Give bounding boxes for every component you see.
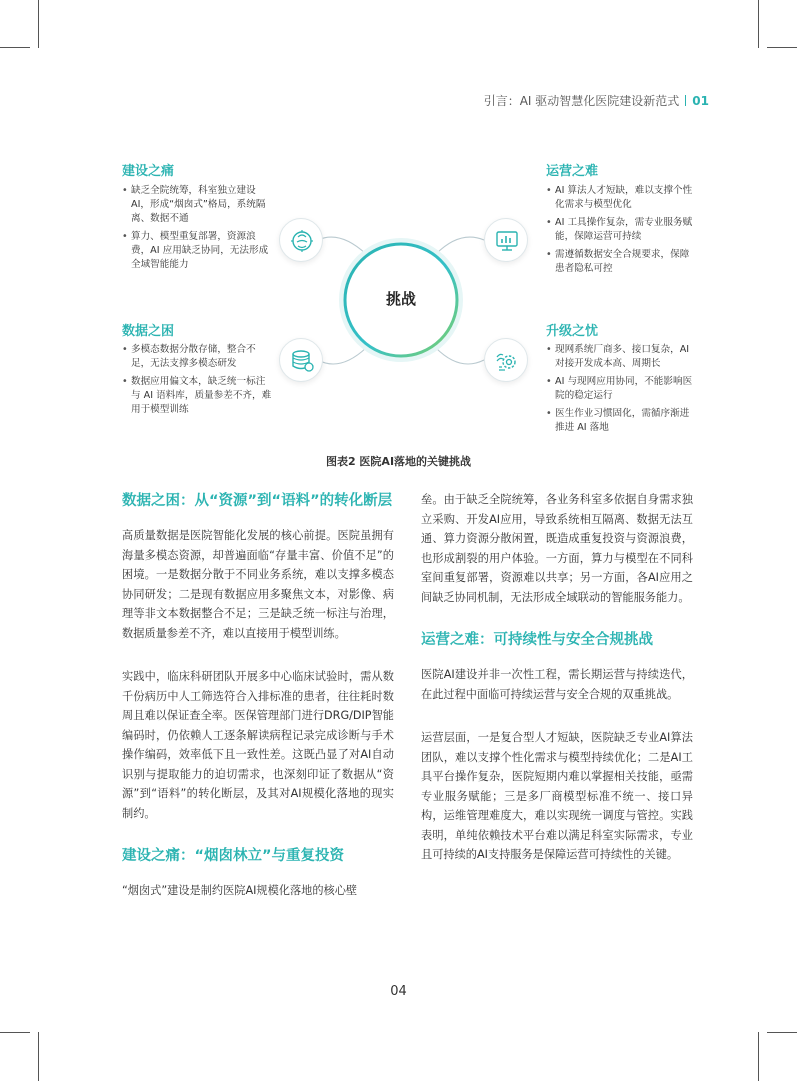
left-column — [122, 490, 394, 901]
challenge-diagram — [0, 0, 797, 440]
crop-mark — [767, 1032, 797, 1033]
crop-mark — [38, 1032, 39, 1081]
block-title-data: 数据之困 — [122, 324, 175, 339]
block-list-construction — [122, 184, 272, 276]
list-item: • AI 算法人才短缺，难以支撑个性化需求与模型优化 — [546, 184, 696, 212]
paragraph: “烟囱式”建设是制约医院AI规模化落地的核心壁 — [122, 884, 358, 897]
chapter-number: 01 — [692, 94, 709, 108]
connector-line — [318, 348, 366, 364]
block-list-data — [122, 343, 272, 421]
list-item: • 缺乏全院统筹，科室独立建设AI，形成“烟囱式”格局，系统隔离、数据不通 — [122, 184, 272, 226]
block-title-construction: 建设之痛 — [122, 164, 175, 179]
right-column — [421, 490, 693, 865]
paragraph: 垒。由于缺乏全院统筹，各业务科室多依据自身需求独立采购、开发AI应用，导致系统相互隔离、数据无法互通、算力资源分散闲置，既造成重复投资与资源浪费，也形成割裂的用户体验。一方面，算力与模型在不同科室间重复部署，资源难以共享；另一方面，各AI应用之间缺乏协同机制，无法形成全域联动的智能服务能力。 — [421, 493, 693, 604]
list-item: • 需遵循数据安全合规要求，保障患者隐私可控 — [546, 248, 696, 276]
crop-mark — [758, 1032, 759, 1081]
crop-mark — [0, 1032, 30, 1033]
paragraph: 医院AI建设并非一次性工程，需长期运营与持续迭代，在此过程中面临可持续运营与安全合规的双重挑战。 — [421, 668, 693, 701]
center-label: 挑战 — [385, 290, 416, 308]
brain-circuit-icon — [279, 218, 323, 262]
section-heading-construction: 建设之痛：“烟囱林立”与重复投资 — [122, 848, 345, 864]
list-item: • AI 工具操作复杂，需专业服务赋能，保障运营可持续 — [546, 216, 696, 244]
database-icon — [279, 338, 323, 382]
list-item: • AI 与现网应用协同，不能影响医院的稳定运行 — [546, 375, 696, 403]
paragraph: 实践中，临床科研团队开展多中心临床试验时，需从数千份病历中人工筛选符合入排标准的患者，往往耗时数周且难以保证查全率。医保管理部门进行DRG/DIP智能编码时，仍依赖人工逐条解读病程记录完成诊断与手术操作编码，效率低下且一致性差。这既凸显了对AI自动识别与提取能力的迫切需求，也深刻印证了数据从“资源”到“语料”的转化断层，及其对AI规模化落地的现实制约。 — [122, 670, 394, 820]
paragraph: 高质量数据是医院智能化发展的核心前提。医院虽拥有海量多模态资源，却普遍面临“存量丰富、价值不足”的困境。一是数据分散于不同业务系统，难以支撑多模态协同研发；二是现有数据应用多聚焦文本，对影像、病理等非文本数据整合不足；三是缺乏统一标注与治理，数据质量参差不齐，难以直接用于模型训练。 — [122, 529, 394, 640]
connector-line — [318, 237, 366, 254]
section-heading-data: 数据之困：从“资源”到“语料”的转化断层 — [122, 493, 393, 509]
block-title-upgrade: 升级之忧 — [546, 324, 599, 339]
list-item: • 现网系统厂商多、接口复杂，AI对接开发成本高、周期长 — [546, 343, 696, 371]
gears-icon — [484, 338, 528, 382]
section-heading-operation: 运营之难：可持续性与安全合规挑战 — [421, 632, 653, 648]
block-list-upgrade — [546, 343, 696, 439]
monitor-chart-icon — [484, 218, 528, 262]
block-list-operation — [546, 184, 696, 280]
connector-line — [436, 237, 484, 254]
list-item: • 数据应用偏文本，缺乏统一标注与 AI 语料库，质量参差不齐，难用于模型训练 — [122, 375, 272, 417]
running-header-title: 引言：AI 驱动智慧化医院建设新范式 — [483, 94, 680, 108]
connector-line — [436, 348, 484, 364]
page-number: 04 — [390, 984, 407, 999]
list-item: • 医生作业习惯固化，需循序渐进推进 AI 落地 — [546, 407, 696, 435]
figure-caption: 图表2 医院AI落地的关键挑战 — [325, 455, 472, 468]
block-title-operation: 运营之难 — [546, 164, 599, 179]
paragraph: 运营层面，一是复合型人才短缺，医院缺乏专业AI算法团队，难以支撑个性化需求与模型持续优化；二是AI工具平台操作复杂，医院短期内难以掌握相关技能，亟需专业服务赋能；三是多厂商模型标准不统一、接口异构，运维管理难度大，难以实现统一调度与管控。实践表明，单纯依赖技术平台难以满足科室实际需求，专业且可持续的AI支持服务是保障运营可持续性的关键。 — [421, 731, 693, 861]
list-item: • 多模态数据分散存储，整合不足，无法支撑多模态研发 — [122, 343, 272, 371]
list-item: • 算力、模型重复部署，资源浪费，AI 应用缺乏协同，无法形成全域智能能力 — [122, 230, 272, 272]
